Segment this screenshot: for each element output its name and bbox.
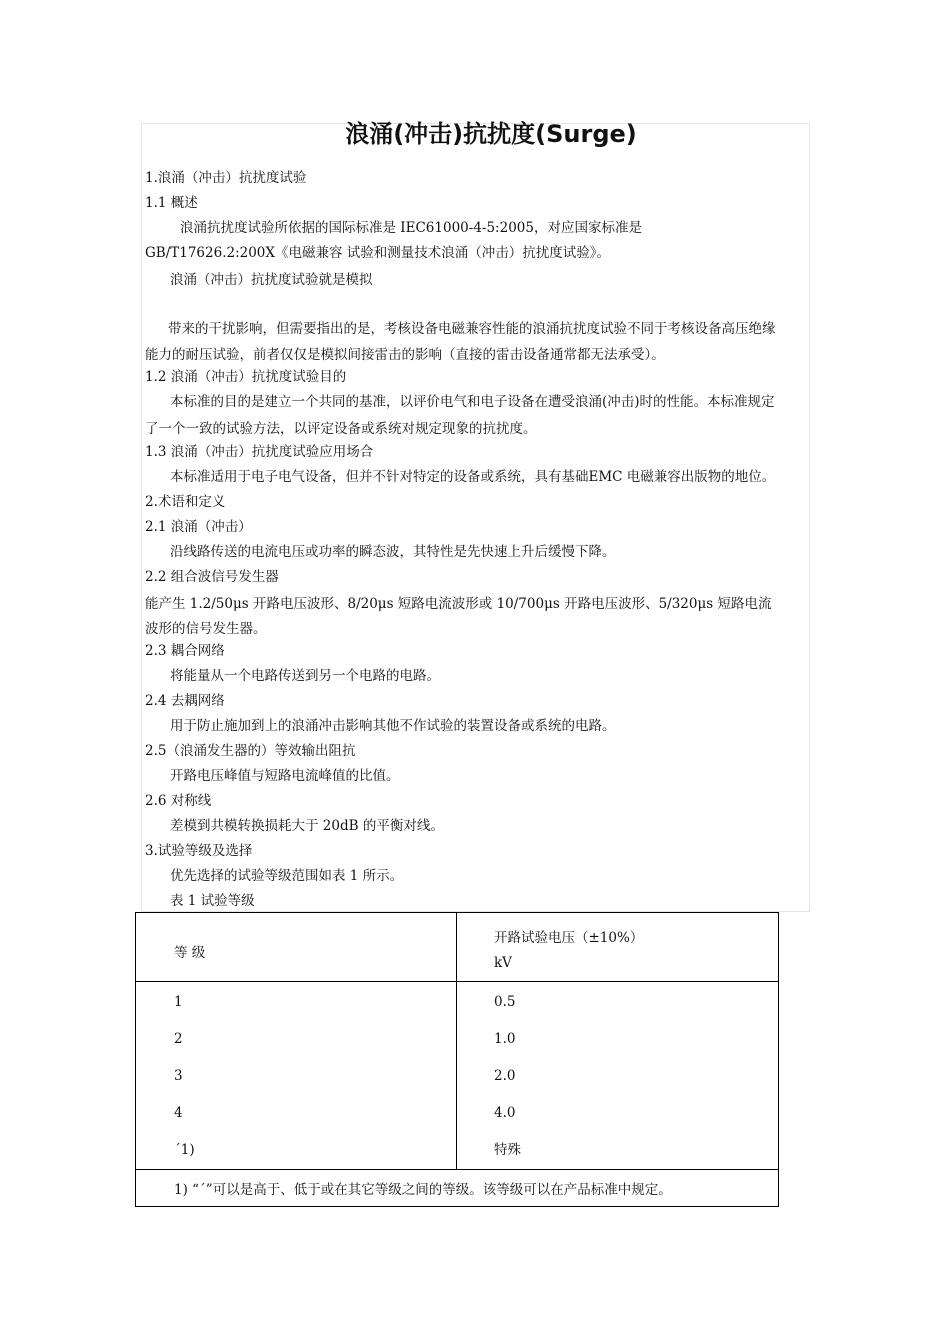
header-voltage-label: 开路试验电压（±10%） xyxy=(494,930,644,946)
voltage-value: 1.0 xyxy=(494,1031,516,1047)
paragraph-line: 将能量从一个电路传送到另一个电路的电路。 xyxy=(170,668,440,684)
header-level-label: 等 级 xyxy=(174,945,206,961)
table-header-row xyxy=(136,913,779,982)
level-value: 1 xyxy=(174,994,183,1010)
heading-2-1: 2.1 浪涌（冲击） xyxy=(145,519,252,535)
header-cell-voltage xyxy=(457,913,779,982)
heading-2-3: 2.3 耦合网络 xyxy=(145,643,225,659)
heading-2-4: 2.4 去耦网络 xyxy=(145,693,225,709)
heading-section-2: 2.术语和定义 xyxy=(145,494,226,510)
paragraph-line: 本标准的目的是建立一个共同的基准，以评价电气和电子设备在遭受浪涌(冲击)时的性能。本标准规定 xyxy=(170,394,775,410)
paragraph-line: 沿线路传送的电流电压或功率的瞬态波，其特性是先快速上升后缓慢下降。 xyxy=(170,544,616,560)
paragraph-line: 本标准适用于电子电气设备，但并不针对特定的设备或系统，具有基础EMC 电磁兼容出版物的地位。 xyxy=(170,469,776,485)
test-level-table xyxy=(135,912,779,1207)
voltage-value: 2.0 xyxy=(494,1068,516,1084)
table-footnote: 1) “´”可以是高于、低于或在其它等级之间的等级。该等级可以在产品标准中规定。 xyxy=(174,1182,672,1198)
level-value: 3 xyxy=(174,1068,183,1084)
paragraph-line: 优先选择的试验等级范围如表 1 所示。 xyxy=(170,868,404,884)
table-note-row xyxy=(136,1170,779,1207)
heading-2-5: 2.5（浪涌发生器的）等效输出阻抗 xyxy=(145,743,356,759)
level-column xyxy=(136,982,457,1170)
level-value: 2 xyxy=(174,1031,183,1047)
heading-1-2: 1.2 浪涌（冲击）抗扰度试验目的 xyxy=(145,369,347,385)
heading-2-6: 2.6 对称线 xyxy=(145,793,212,809)
heading-1-1: 1.1 概述 xyxy=(145,195,198,211)
voltage-column xyxy=(457,982,779,1170)
heading-section-3: 3.试验等级及选择 xyxy=(145,843,253,859)
heading-2-2: 2.2 组合波信号发生器 xyxy=(145,569,279,585)
paragraph-line: 了一个一致的试验方法，以评定设备或系统对规定现象的抗扰度。 xyxy=(145,421,537,437)
heading-section-1: 1.浪涌（冲击）抗扰度试验 xyxy=(145,170,307,186)
paragraph-line: 差模到共模转换损耗大于 20dB 的平衡对线。 xyxy=(170,818,444,834)
paragraph-line: 浪涌抗扰度试验所依据的国际标准是 IEC61000-4-5:2005，对应国家标准是 xyxy=(180,220,642,236)
level-value: 4 xyxy=(174,1105,183,1121)
paragraph-line: 用于防止施加到上的浪涌冲击影响其他不作试验的装置设备或系统的电路。 xyxy=(170,718,616,734)
level-value: ´1) xyxy=(174,1142,195,1158)
heading-1-3: 1.3 浪涌（冲击）抗扰度试验应用场合 xyxy=(145,444,374,460)
paragraph-line: 能产生 1.2/50μs 开路电压波形、8/20μs 短路电流波形或 10/700μs 开路电压波形、5/320μs 短路电流 xyxy=(145,596,772,612)
paragraph-line: 开路电压峰值与短路电流峰值的比值。 xyxy=(170,768,400,784)
header-unit-label: kV xyxy=(494,955,512,971)
paragraph-line: GB/T17626.2:200X《电磁兼容 试验和测量技术浪涌（冲击）抗扰度试验》。 xyxy=(145,245,611,261)
table-note-cell xyxy=(136,1170,779,1207)
page-title: 浪涌(冲击)抗扰度(Surge) xyxy=(345,120,637,148)
paragraph-line: 波形的信号发生器。 xyxy=(145,621,267,637)
voltage-value: 4.0 xyxy=(494,1105,516,1121)
voltage-value: 特殊 xyxy=(494,1142,521,1158)
paragraph-line: 能力的耐压试验，前者仅仅是模拟间接雷击的影响（直接的雷击设备通常都无法承受）。 xyxy=(145,347,665,363)
voltage-value: 0.5 xyxy=(494,994,516,1010)
table-caption: 表 1 试验等级 xyxy=(170,893,255,909)
paragraph-line: 带来的干扰影响，但需要指出的是，考核设备电磁兼容性能的浪涌抗扰度试验不同于考核设备高压绝缘 xyxy=(168,321,776,337)
paragraph-line: 浪涌（冲击）抗扰度试验就是模拟 xyxy=(170,272,373,288)
table-body-row xyxy=(136,982,779,1170)
header-cell-level xyxy=(136,913,457,982)
